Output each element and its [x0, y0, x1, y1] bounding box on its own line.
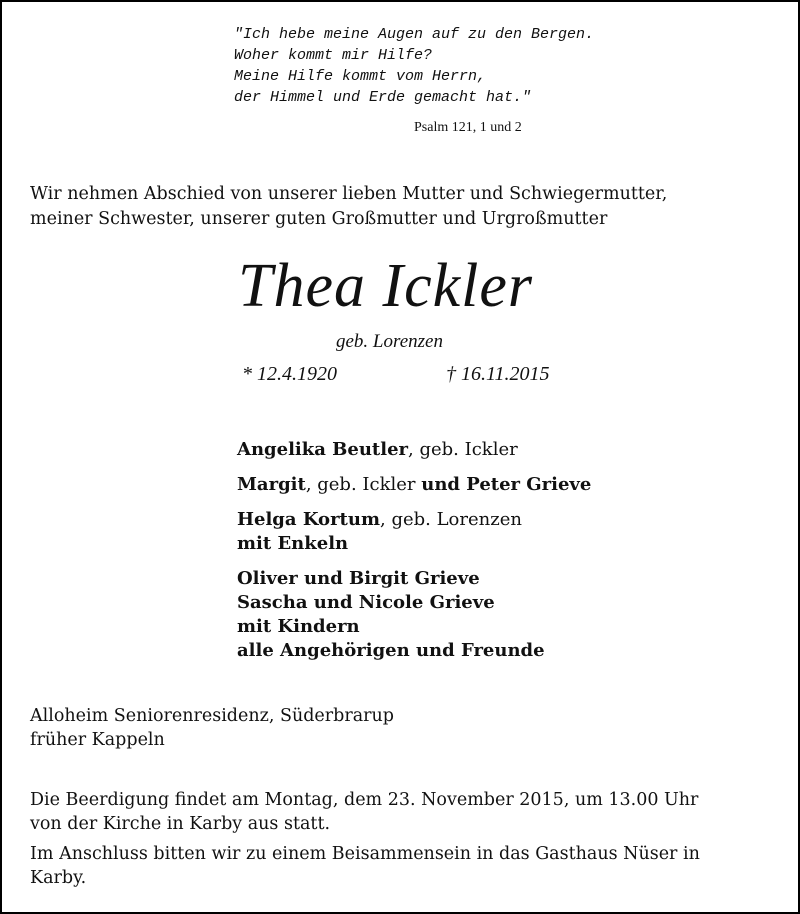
mourner-sascha [237, 591, 591, 615]
intro-text [30, 182, 667, 232]
birth-date: * 12.4.1920 [242, 363, 337, 385]
maiden-name: geb. Lorenzen [336, 331, 443, 352]
mourner-birth-name: , geb. Ickler [305, 474, 422, 495]
mourner-margit [237, 473, 591, 497]
funeral-info [30, 788, 700, 890]
mourner-with-grandchildren [237, 532, 591, 556]
mourner-angelika [237, 438, 591, 462]
intro-line: meiner Schwester, unserer guten Großmutter und Urgroßmutter [30, 209, 608, 229]
psalm-line: "Ich hebe meine Augen auf zu den Bergen. [234, 26, 595, 43]
intro-line: Wir nehmen Abschied von unserer lieben Mutter und Schwiegermutter, [30, 184, 668, 204]
residence-line: Alloheim Seniorenresidenz, Süderbrarup [30, 706, 394, 726]
mourner-relatives [237, 639, 591, 663]
death-date: † 16.11.2015 [446, 363, 550, 385]
residence-line: früher Kappeln [30, 730, 165, 750]
residence-info [30, 704, 394, 752]
psalm-line: Meine Hilfe kommt vom Herrn, [234, 68, 487, 85]
mourner-line-text: alle Angehörigen und Freunde [237, 640, 545, 661]
mourner-oliver [237, 567, 591, 591]
psalm-line: Woher kommt mir Hilfe? [234, 47, 433, 64]
mourner-line-text: Oliver und Birgit Grieve [237, 568, 480, 589]
mourner-line-text: mit Enkeln [237, 533, 349, 554]
reception-line: Karby. [30, 868, 87, 888]
mourner-name: Margit [237, 474, 306, 495]
burial-line: von der Kirche in Karby aus statt. [30, 814, 331, 834]
reception-line: Im Anschluss bitten wir zu einem Beisammensein in das Gasthaus Nüser in [30, 844, 700, 864]
mourner-helga [237, 508, 591, 532]
mourner-name: Helga Kortum [237, 509, 380, 530]
mourner-line-text: mit Kindern [237, 616, 360, 637]
mourner-birth-name: , geb. Lorenzen [380, 509, 522, 530]
psalm-reference: Psalm 121, 1 und 2 [414, 120, 522, 135]
mourner-with-children [237, 615, 591, 639]
psalm-quote [234, 24, 594, 108]
mourner-birth-name: , geb. Ickler [408, 439, 518, 460]
mourner-partner: und Peter Grieve [421, 474, 592, 495]
deceased-name: Thea Ickler [238, 252, 534, 320]
mourner-name: Angelika Beutler [237, 439, 409, 460]
mourner-line-text: Sascha und Nicole Grieve [237, 592, 495, 613]
psalm-line: der Himmel und Erde gemacht hat." [234, 89, 532, 106]
burial-line: Die Beerdigung findet am Montag, dem 23. November 2015, um 13.00 Uhr [30, 790, 699, 810]
mourners-list [237, 438, 591, 663]
